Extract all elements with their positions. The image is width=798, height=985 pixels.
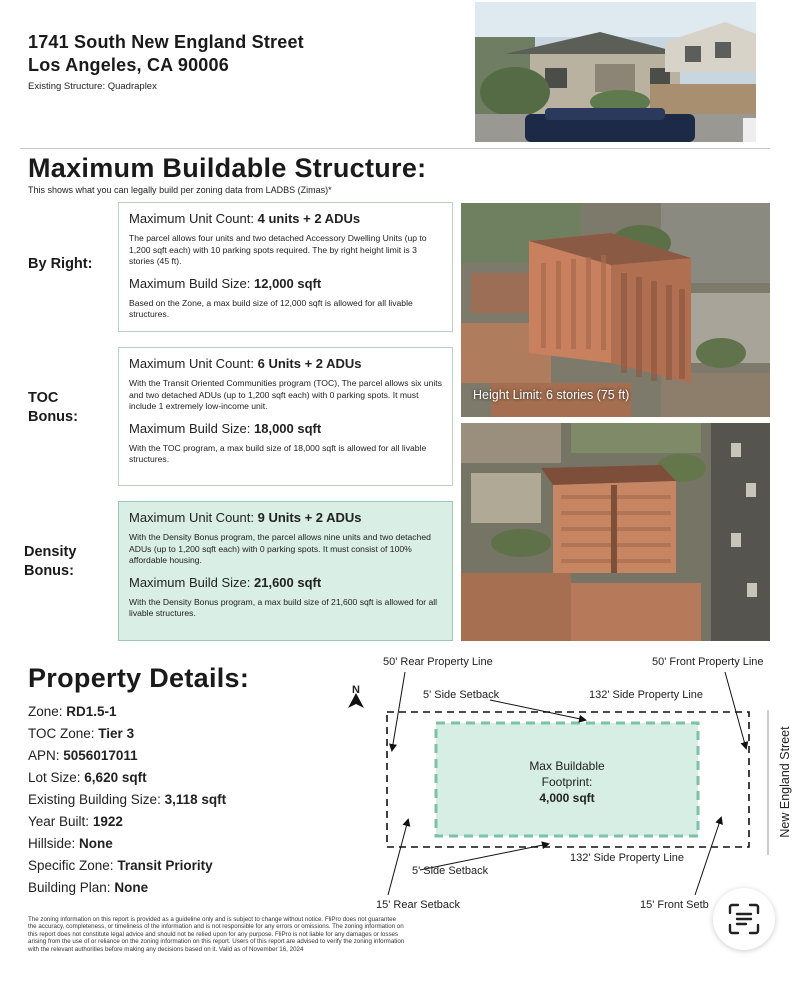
unit-count-value: 4 units + 2 ADUs [257, 211, 361, 226]
rendering-aerial-illustration [461, 423, 770, 641]
footprint-value: 4,000 sqft [539, 791, 595, 805]
leader-rear-property-line [392, 672, 405, 750]
detail-hillside [28, 836, 113, 851]
detail-value: 1922 [92, 814, 123, 829]
max-buildable-title: Maximum Buildable Structure: [28, 153, 427, 183]
detail-existing-building-size [28, 792, 226, 807]
height-limit-caption [473, 388, 629, 402]
unit-count-label: Maximum Unit Count: [129, 211, 254, 226]
detail-label: Zone: [28, 704, 63, 719]
by-right-card [118, 202, 453, 332]
by-right-label: By Right: [28, 256, 93, 272]
detail-label: Building Plan: [28, 880, 111, 895]
build-size-label: Maximum Build Size: [129, 420, 251, 436]
footprint-label-line1: Max Buildable [529, 759, 605, 773]
detail-value: Tier 3 [98, 726, 135, 741]
unit-count-value: 9 Units + 2 ADUs [257, 510, 362, 525]
build-size-value: 12,000 sqft [254, 275, 322, 291]
north-label: N [352, 684, 360, 696]
build-size-value: 21,600 sqft [254, 574, 322, 590]
disclaimer: The zoning information on this report is provided as a guideline only and is subject to change without notice. FliPro does not guarantee the accuracy, completeness, or timeliness of the information and is not responsible for any errors or omissions. The zoning information on this report does not constitute legal advice and should not be relied upon for any purpose. FliPro is not liable for any damages or losses arising from the use of or reliance on the zoning information on this report. Users of this report are advised to verify the zoning information with the relevant authorities before making any decisions based on it. Valid as of November 16, 2024 [28, 916, 405, 953]
density-label-line1: Density [24, 544, 77, 560]
house-photo-illustration [475, 2, 756, 142]
detail-lot-size [28, 770, 147, 785]
build-size-label: Maximum Build Size: [129, 275, 251, 291]
property-details-title: Property Details: [28, 663, 250, 693]
rendering-photo-oblique [461, 203, 770, 417]
build-size-value: 18,000 sqft [254, 420, 322, 436]
address-line-1: 1741 South New England Street [28, 32, 304, 52]
address-line-2: Los Angeles, CA 90006 [28, 55, 229, 75]
density-card [118, 501, 453, 641]
rear-property-line-label: 50' Rear Property Line [383, 656, 493, 668]
toc-label-line1: TOC [28, 390, 59, 406]
toc-label-line2: Bonus: [28, 409, 78, 425]
leader-rear-setback [388, 820, 408, 895]
existing-structure: Existing Structure: Quadraplex [28, 81, 157, 92]
detail-label: Specific Zone: [28, 858, 114, 873]
leader-front-property-line [725, 672, 746, 748]
toc-build-size [129, 421, 442, 436]
height-limit-prefix: Height Limit: [473, 388, 543, 402]
unit-count-value: 6 Units + 2 ADUs [257, 356, 362, 371]
toc-unit-count [129, 356, 442, 371]
detail-specific-zone [28, 858, 213, 873]
by-right-unit-desc: The parcel allows four units and two detached Accessory Dwelling Units (up to 1,200 sqft each) with 10 parking spots required. The by right height limit is 3 stories (45 ft). [129, 233, 427, 266]
side-property-line-bottom-label: 132' Side Property Line [570, 852, 685, 864]
scan-text-icon [726, 901, 762, 937]
side-setback-top-label: 5' Side Setback [423, 689, 500, 701]
street-name-label: New England Street [778, 726, 792, 838]
detail-building-plan [28, 880, 148, 895]
density-label [24, 543, 76, 581]
density-unit-count [129, 510, 442, 525]
detail-value: 6,620 sqft [84, 770, 147, 785]
detail-toc-zone [28, 726, 134, 741]
house-photo [475, 2, 756, 142]
scan-text-button[interactable] [713, 888, 775, 950]
rendering-photo-aerial [461, 423, 770, 641]
detail-value: RD1.5-1 [66, 704, 117, 719]
front-property-line-label: 50' Front Property Line [652, 656, 764, 668]
header-divider [20, 148, 770, 149]
rear-setback-label: 15' Rear Setback [376, 899, 461, 911]
detail-label: Lot Size: [28, 770, 81, 785]
by-right-unit-count [129, 211, 442, 226]
toc-card [118, 347, 453, 486]
density-label-line2: Bonus: [24, 563, 74, 579]
detail-value: None [114, 880, 149, 895]
rendering-oblique-illustration [461, 203, 770, 417]
height-limit-value: 6 stories (75 ft) [545, 388, 630, 402]
side-setback-bottom-label: 5' Side Setback [412, 865, 489, 877]
by-right-build-desc: Based on the Zone, a max build size of 12,000 sqft is allowed for all livable structures. [129, 297, 413, 319]
side-property-line-top-label: 132' Side Property Line [589, 689, 704, 701]
unit-count-label: Maximum Unit Count: [129, 356, 254, 371]
detail-apn [28, 748, 138, 763]
build-size-label: Maximum Build Size: [129, 574, 251, 590]
toc-label [28, 389, 78, 427]
detail-year-built [28, 814, 123, 829]
footprint-label-line2: Footprint: [541, 775, 593, 789]
max-buildable-subtitle: This shows what you can legally build per zoning data from LADBS (Zimas)* [28, 185, 332, 195]
by-right-build-size [129, 276, 442, 291]
detail-label: Hillside: [28, 836, 76, 851]
detail-zone [28, 704, 117, 719]
detail-label: TOC Zone: [28, 726, 95, 741]
unit-count-label: Maximum Unit Count: [129, 510, 254, 525]
detail-value: Transit Priority [117, 858, 213, 873]
toc-unit-desc: With the Transit Oriented Communities program (TOC), The parcel allows six units and two detached ADUs (up to 1,200 sqft each) with 0 parking spots. It must include 1 extremely low-income unit. [129, 378, 442, 411]
detail-label: APN: [28, 748, 60, 763]
detail-value: 5056017011 [63, 748, 138, 763]
footprint-label [436, 758, 698, 806]
detail-value: 3,118 sqft [164, 792, 227, 807]
detail-value: None [79, 836, 113, 851]
front-setback-label: 15' Front Setb [640, 899, 709, 911]
density-unit-desc: With the Density Bonus program, the parcel allows nine units and two detached ADUs (up to 1,200 sqft each) with 0 parking spots. It must consist of 100% affordable housing. [129, 532, 431, 565]
density-build-desc: With the Density Bonus program, a max build size of 21,600 sqft is allowed for all livable structures. [129, 596, 438, 618]
leader-side-setback-top [490, 700, 585, 720]
density-build-size [129, 575, 442, 590]
detail-label: Existing Building Size: [28, 792, 161, 807]
detail-label: Year Built: [28, 814, 90, 829]
toc-build-desc: With the TOC program, a max build size of 18,000 sqft is allowed for all livable structures. [129, 442, 427, 464]
